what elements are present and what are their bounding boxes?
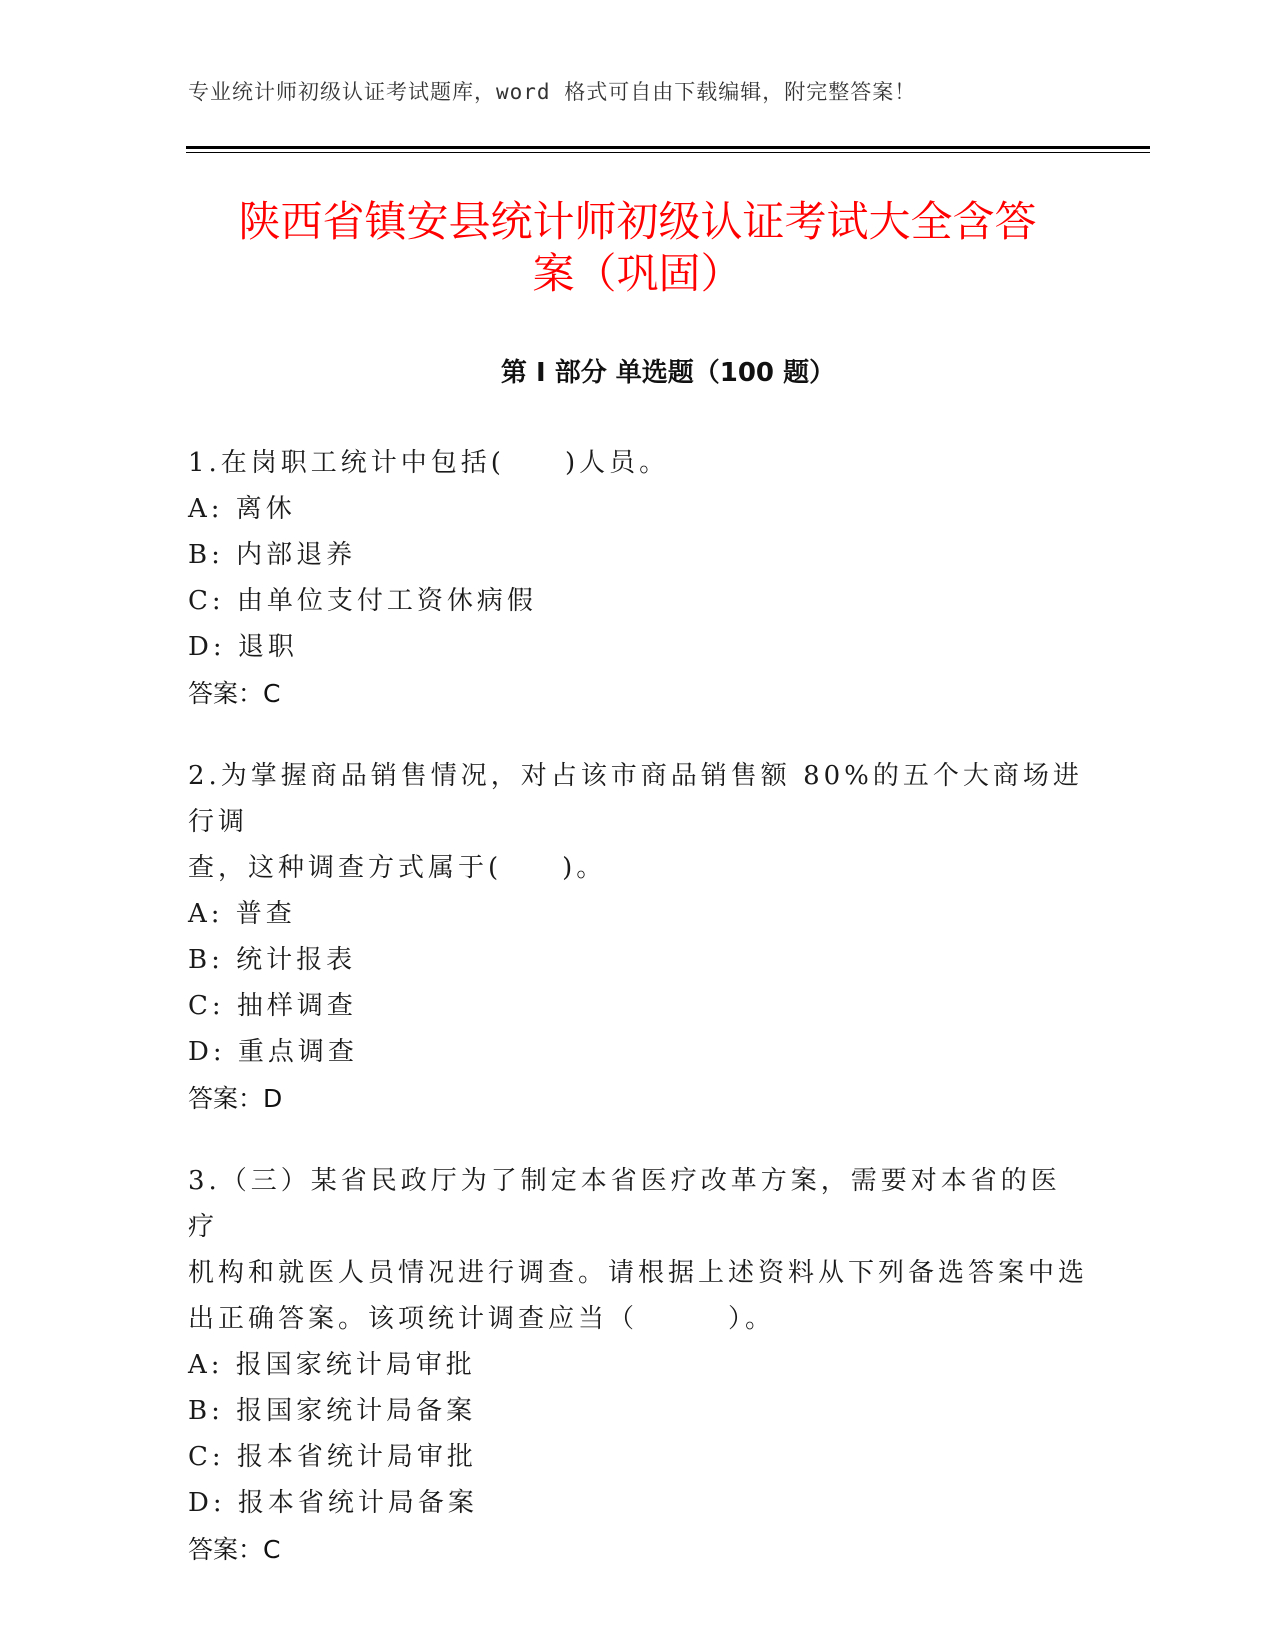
option-a: A: 报国家统计局审批 — [188, 1350, 476, 1380]
option-a: A: 普查 — [188, 899, 296, 929]
option-a: A: 离休 — [188, 494, 296, 524]
question-stem-line-1: 3.（三）某省民政厅为了制定本省医疗改革方案，需要对本省的医疗 — [188, 1166, 1061, 1242]
title-line-1: 陕西省镇安县统计师初级认证考试大全含答 — [238, 197, 1037, 246]
question-stem-line-3: 出正确答案。该项统计调查应当（ ）。 — [188, 1304, 776, 1334]
question-2 — [188, 753, 1088, 1123]
option-c: C: 由单位支付工资休病假 — [188, 586, 537, 616]
option-b: B: 统计报表 — [188, 945, 357, 975]
header-rule-thick — [186, 146, 1150, 149]
answer: 答案：C — [188, 679, 281, 708]
header-rule-thin — [186, 152, 1150, 153]
option-d: D: 重点调查 — [188, 1037, 358, 1067]
question-1 — [188, 440, 1088, 718]
option-d: D: 报本省统计局备案 — [188, 1488, 478, 1518]
question-list — [188, 440, 1088, 1609]
option-c: C: 报本省统计局审批 — [188, 1442, 477, 1472]
section-title: 第 I 部分 单选题（100 题） — [500, 358, 836, 388]
question-stem-line-1: 2.为掌握商品销售情况，对占该市商品销售额 80%的五个大商场进行调 — [188, 761, 1083, 837]
question-stem-line-2: 查，这种调查方式属于( )。 — [188, 853, 607, 883]
answer: 答案：C — [188, 1535, 281, 1564]
title-line-2: 案（巩固） — [532, 249, 743, 298]
option-b: B: 报国家统计局备案 — [188, 1396, 477, 1426]
question-stem-line-2: 机构和就医人员情况进行调查。请根据上述资料从下列备选答案中选 — [188, 1258, 1089, 1288]
answer: 答案：D — [188, 1084, 283, 1113]
question-3 — [188, 1158, 1088, 1574]
document-title — [190, 196, 1085, 300]
question-stem: 1.在岗职工统计中包括( )人员。 — [188, 448, 670, 478]
option-d: D: 退职 — [188, 632, 298, 662]
option-c: C: 抽样调查 — [188, 991, 357, 1021]
option-b: B: 内部退养 — [188, 540, 357, 570]
header-note: 专业统计师初级认证考试题库，word 格式可自由下载编辑，附完整答案！ — [188, 80, 917, 104]
